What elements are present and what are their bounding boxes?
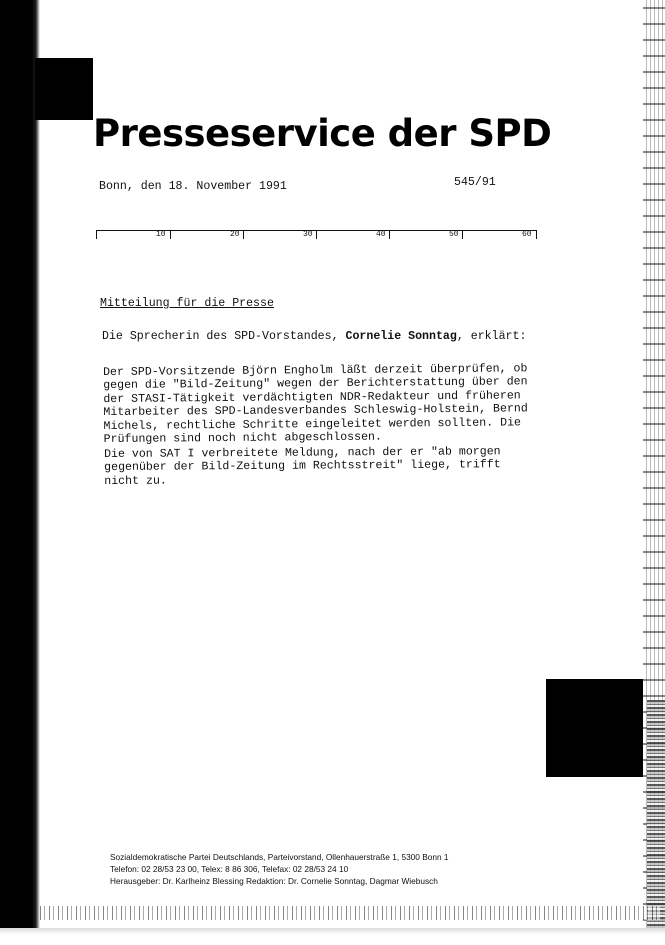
body-paragraph: Die von SAT I verbreitete Meldung, nach der er "ab morgen gegenüber der Bild-Zeitung im Rechtsstreit" liege, trifft nicht zu. [104, 445, 501, 488]
spokesperson-name: Cornelie Sonntag [345, 330, 457, 343]
ruler-tick [389, 230, 390, 239]
ruler-label: 40 [376, 230, 386, 239]
typewriter-ruler [96, 222, 537, 244]
ruler-label: 50 [449, 230, 459, 239]
statement-prefix: Die Sprecherin des SPD-Vorstandes, [102, 330, 346, 343]
scan-bottom-noise [40, 906, 660, 920]
statement-line [102, 330, 526, 343]
statement-suffix: , erklärt: [456, 330, 527, 343]
document-number: 545/91 [454, 176, 496, 189]
ruler-tick [536, 230, 537, 239]
footer-address-line: Sozialdemokratische Partei Deutschlands, Parteivorstand, Ollenhauerstraße 1, 5300 Bonn 1 [110, 852, 449, 862]
ruler-tick [316, 230, 317, 239]
scan-black-block-bottom [546, 679, 643, 777]
ruler-label: 30 [303, 230, 313, 239]
ruler-label: 20 [230, 230, 240, 239]
ruler-tick-start [96, 230, 97, 239]
scan-black-block-top [35, 58, 93, 120]
footer-publisher-line: Herausgeber: Dr. Karlheinz Blessing Redaktion: Dr. Cornelie Sonntag, Dagmar Wiebusch [110, 876, 438, 886]
scan-bottom-edge [0, 928, 665, 945]
body-paragraph: Der SPD-Vorsitzende Björn Engholm läßt derzeit überprüfen, ob gegen die "Bild-Zeitung" wegen der Berichterstattung über den der STASI-Tätigkeit verdächtigten NDR-Redakteur und früheren Mitarbeiter des SPD-Landesverbandes Schleswig-Holstein, Bernd Michels, rechtliche Schritte eingeleitet werden sollten. Die Prüfungen sind noch nicht abgeschlossen. [103, 362, 528, 447]
dateline: Bonn, den 18. November 1991 [99, 180, 287, 193]
scan-left-shadow [0, 0, 40, 945]
letterhead-footer [110, 851, 449, 887]
ruler-tick [462, 230, 463, 239]
ruler-tick [170, 230, 171, 239]
ruler-label: 60 [522, 230, 532, 239]
ruler-tick [243, 230, 244, 239]
ruler-label: 10 [156, 230, 166, 239]
masthead-title: Presseservice der SPD [93, 112, 552, 155]
footer-contact-line: Telefon: 02 28/53 23 00, Telex: 8 86 306, Telefax: 02 28/53 24 10 [110, 864, 349, 874]
section-heading: Mitteilung für die Presse [100, 297, 274, 310]
scan-right-edge-noise-lower [647, 700, 665, 935]
